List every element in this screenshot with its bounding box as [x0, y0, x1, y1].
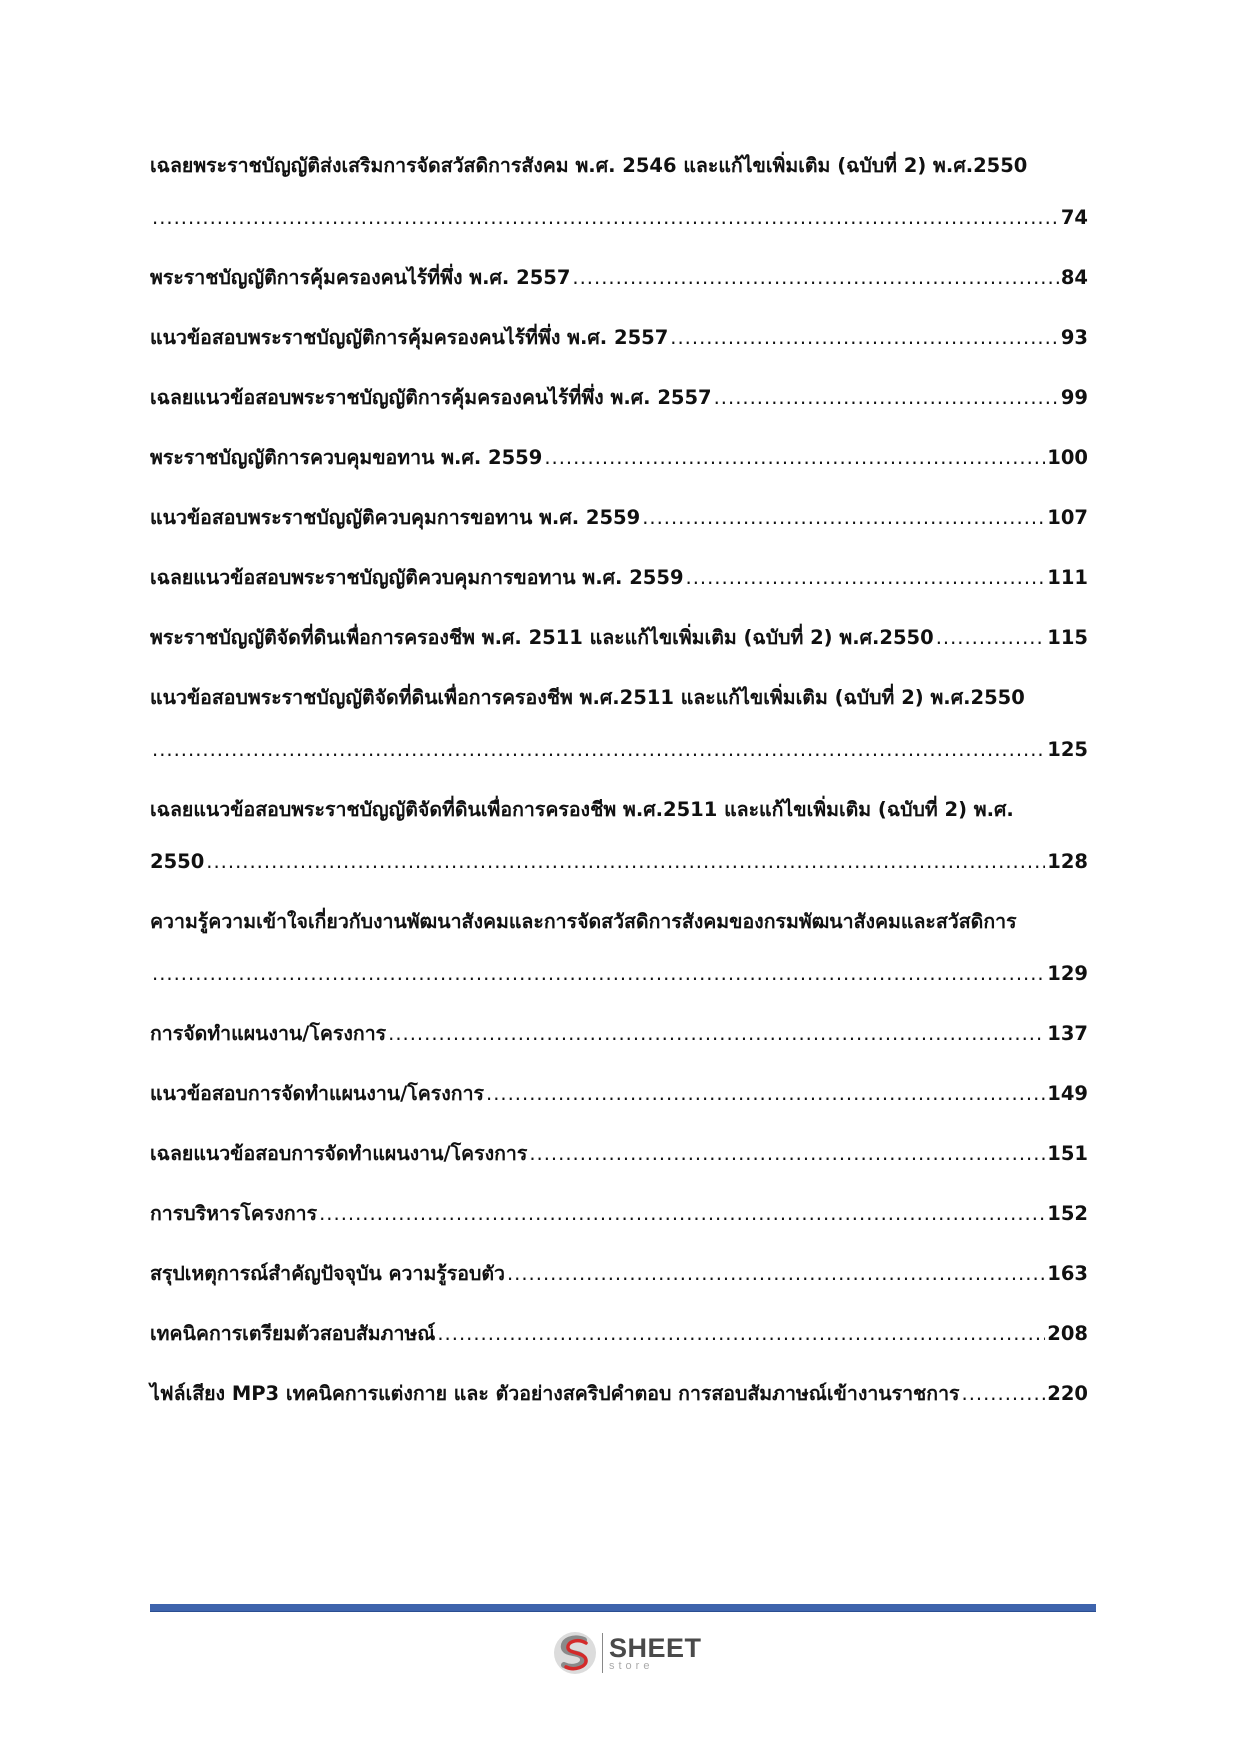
toc-page-number: 151: [1047, 1142, 1088, 1165]
toc-page-number: 93: [1060, 326, 1088, 349]
dot-leader: [152, 960, 1045, 988]
sheet-store-logo: [552, 1628, 722, 1678]
toc-page-number: 111: [1047, 566, 1088, 589]
toc-entry-title: การจัดทำแผนงาน/โครงการ: [150, 1022, 387, 1045]
logo-divider: [602, 1633, 603, 1673]
toc-page-number: 152: [1047, 1202, 1088, 1225]
toc-entry-title-cont: 2550: [150, 850, 205, 873]
toc-entry-title: เฉลยพระราชบัญญัติส่งเสริมการจัดสวัสดิการสังคม พ.ศ. 2546 และแก้ไขเพิ่มเติม (ฉบับที่ 2) พ.ศ.2550: [150, 154, 1028, 177]
toc-page-number: 99: [1060, 386, 1088, 409]
toc-entry-title: การบริหารโครงการ: [150, 1202, 318, 1225]
toc-entry[interactable]: [150, 152, 1088, 232]
toc-entry[interactable]: [150, 1140, 1088, 1168]
toc-page-number: 220: [1047, 1382, 1088, 1405]
logo-store-text: store: [609, 1659, 654, 1672]
toc-entry[interactable]: [150, 564, 1088, 592]
toc-entry[interactable]: [150, 796, 1088, 876]
toc-entry[interactable]: [150, 384, 1088, 412]
dot-leader: [206, 848, 1045, 876]
toc-entry-title: แนวข้อสอบพระราชบัญญัติควบคุมการขอทาน พ.ศ. 2559: [150, 506, 641, 529]
toc-entry[interactable]: [150, 1020, 1088, 1048]
toc-entry[interactable]: [150, 1080, 1088, 1108]
toc-entry[interactable]: [150, 1380, 1088, 1408]
toc-page-number: 100: [1047, 446, 1088, 469]
dot-leader: [544, 444, 1045, 472]
toc-entry-title: พระราชบัญญัติการคุ้มครองคนไร้ที่พึ่ง พ.ศ. 2557: [150, 266, 571, 289]
toc-entry-title: เฉลยแนวข้อสอบพระราชบัญญัติการคุ้มครองคนไร้ที่พึ่ง พ.ศ. 2557: [150, 386, 712, 409]
dot-leader: [529, 1140, 1045, 1168]
dot-leader: [486, 1080, 1045, 1108]
toc-page-number: 125: [1047, 738, 1088, 761]
toc-page-number: 208: [1047, 1322, 1088, 1345]
table-of-contents: [150, 152, 1088, 1440]
toc-entry-title: แนวข้อสอบพระราชบัญญัติการคุ้มครองคนไร้ที่พึ่ง พ.ศ. 2557: [150, 326, 669, 349]
toc-page-number: 84: [1060, 266, 1088, 289]
dot-leader: [686, 564, 1046, 592]
dot-leader: [714, 384, 1059, 412]
toc-entry-title: สรุปเหตุการณ์สำคัญปัจจุบัน ความรู้รอบตัว: [150, 1262, 505, 1285]
toc-entry[interactable]: [150, 1260, 1088, 1288]
footer-rule: [150, 1604, 1096, 1612]
toc-entry-title: พระราชบัญญัติจัดที่ดินเพื่อการครองชีพ พ.ศ. 2511 และแก้ไขเพิ่มเติม (ฉบับที่ 2) พ.ศ.2550: [150, 626, 934, 649]
toc-page-number: 115: [1047, 626, 1088, 649]
dot-leader: [152, 736, 1045, 764]
s-logo-icon: [552, 1630, 598, 1676]
toc-page-number: 137: [1047, 1022, 1088, 1045]
toc-entry[interactable]: [150, 624, 1088, 652]
toc-page-number: 128: [1047, 850, 1088, 873]
toc-entry-title: ไฟล์เสียง MP3 เทคนิคการแต่งกาย และ ตัวอย่างสคริปคำตอบ การสอบสัมภาษณ์เข้างานราชการ: [150, 1382, 960, 1405]
toc-entry[interactable]: [150, 1200, 1088, 1228]
toc-entry-title: เฉลยแนวข้อสอบพระราชบัญญัติควบคุมการขอทาน พ.ศ. 2559: [150, 566, 684, 589]
toc-entry[interactable]: [150, 444, 1088, 472]
logo-sheet-text: SHEET: [609, 1632, 702, 1663]
toc-entry-title: พระราชบัญญัติการควบคุมขอทาน พ.ศ. 2559: [150, 446, 543, 469]
dot-leader: [319, 1200, 1045, 1228]
logo-wordmark: [609, 1632, 702, 1672]
toc-entry-title: เทคนิคการเตรียมตัวสอบสัมภาษณ์: [150, 1322, 436, 1345]
toc-entry[interactable]: [150, 324, 1088, 352]
toc-entry[interactable]: [150, 264, 1088, 292]
toc-page-number: 107: [1047, 506, 1088, 529]
toc-entry[interactable]: [150, 684, 1088, 764]
toc-page-number: 149: [1047, 1082, 1088, 1105]
toc-entry-title: แนวข้อสอบพระราชบัญญัติจัดที่ดินเพื่อการครองชีพ พ.ศ.2511 และแก้ไขเพิ่มเติม (ฉบับที่ 2) พ.ศ.2550: [150, 686, 1025, 709]
dot-leader: [936, 624, 1046, 652]
dot-leader: [572, 264, 1058, 292]
toc-entry[interactable]: [150, 908, 1088, 988]
dot-leader: [152, 204, 1059, 232]
toc-entry-title: เฉลยแนวข้อสอบพระราชบัญญัติจัดที่ดินเพื่อการครองชีพ พ.ศ.2511 และแก้ไขเพิ่มเติม (ฉบับที่ 2) พ.ศ.: [150, 798, 1014, 821]
toc-entry[interactable]: [150, 1320, 1088, 1348]
toc-page-number: 129: [1047, 962, 1088, 985]
toc-entry-title: แนวข้อสอบการจัดทำแผนงาน/โครงการ: [150, 1082, 484, 1105]
toc-entry-title: ความรู้ความเข้าใจเกี่ยวกับงานพัฒนาสังคมและการจัดสวัสดิการสังคมของกรมพัฒนาสังคมและสวัสดิการ: [150, 910, 1017, 933]
dot-leader: [670, 324, 1059, 352]
dot-leader: [388, 1020, 1045, 1048]
toc-entry[interactable]: [150, 504, 1088, 532]
toc-page-number: 163: [1047, 1262, 1088, 1285]
toc-page-number: 74: [1060, 206, 1088, 229]
dot-leader: [437, 1320, 1045, 1348]
dot-leader: [962, 1380, 1046, 1408]
dot-leader: [642, 504, 1045, 532]
dot-leader: [507, 1260, 1045, 1288]
toc-entry-title: เฉลยแนวข้อสอบการจัดทำแผนงาน/โครงการ: [150, 1142, 528, 1165]
